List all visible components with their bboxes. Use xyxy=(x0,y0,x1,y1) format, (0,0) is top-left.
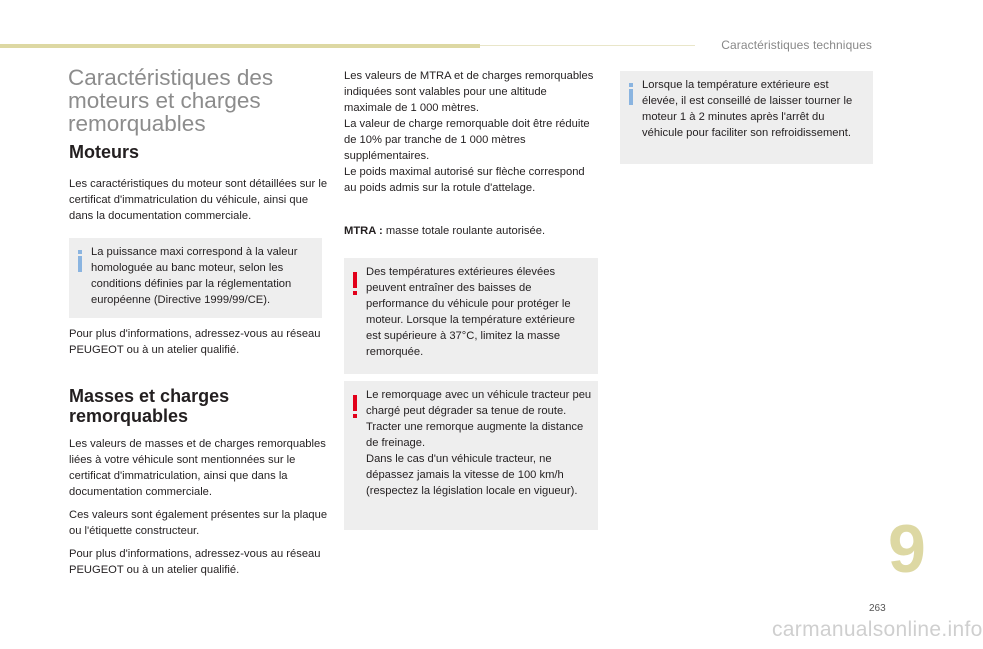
charge-reduction-paragraph: La valeur de charge remorquable doit être réduite de 10% par tranche de 1 000 mètres supplémentaires. xyxy=(344,118,590,162)
info-box-text: Lorsque la température extérieure est élevée, il est conseillé de laisser tourner le moteur 1 à 2 minutes après l'arrêt du véhicule pour faciliter son refroidissement. xyxy=(642,79,853,139)
warning-line-freinage: Tracter une remorque augmente la distance de freinage. xyxy=(366,421,584,449)
header-accent-bar xyxy=(0,44,480,48)
masses-intro-paragraph: Les valeurs de masses et de charges remorquables liées à votre véhicule sont mentionnées sur le certificat d'immatriculation, ainsi que dans la documentation commerciale. xyxy=(69,438,326,498)
masses-plaque-paragraph: Ces valeurs sont également présentes sur la plaque ou l'étiquette constructeur. xyxy=(69,509,328,537)
info-box-puissance xyxy=(69,238,322,318)
chapter-number: 9 xyxy=(888,511,926,587)
page-title: Caractéristiques des moteurs et charges remorquables xyxy=(68,65,274,136)
page-number: 263 xyxy=(869,603,886,614)
mtra-definition-text: masse totale roulante autorisée. xyxy=(382,225,546,237)
warning-line-tenue-route: Le remorquage avec un véhicule tracteur peu chargé peut dégrader sa tenue de route. xyxy=(366,389,592,417)
masses-contact-paragraph: Pour plus d'informations, adressez-vous au réseau PEUGEOT ou à un atelier qualifié. xyxy=(69,548,321,576)
info-icon xyxy=(626,83,636,105)
mtra-values-paragraph: Les valeurs de MTRA et de charges remorquables indiquées sont valables pour une altitude maximale de 1 000 mètres. xyxy=(344,70,594,114)
mtra-definition xyxy=(344,223,594,239)
moteurs-intro-paragraph: Les caractéristiques du moteur sont détaillées sur le certificat d'immatriculation du véhicule, ainsi que dans la documentation commerciale. xyxy=(69,178,328,222)
warning-box-temperature xyxy=(344,258,598,374)
header-section-title: Caractéristiques techniques xyxy=(721,38,872,52)
warning-line-vitesse: Dans le cas d'un véhicule tracteur, ne dépassez jamais la vitesse de 100 km/h (respectez la législation locale en vigueur). xyxy=(366,453,578,497)
info-icon xyxy=(75,250,85,272)
warning-box-text xyxy=(366,387,592,499)
moteurs-contact-paragraph: Pour plus d'informations, adressez-vous au réseau PEUGEOT ou à un atelier qualifié. xyxy=(69,328,321,356)
warning-box-text: Des températures extérieures élevées peuvent entraîner des baisses de performance du véhicule pour protéger le moteur. Lorsque la température extérieure est supérieure à 37°C, limitez la masse remorquée. xyxy=(366,266,575,358)
watermark: carmanualsonline.info xyxy=(772,618,983,641)
info-box-refroidissement xyxy=(620,71,873,164)
masses-heading: Masses et charges remorquables xyxy=(69,386,230,426)
exclamation-icon xyxy=(350,272,360,296)
poids-max-paragraph: Le poids maximal autorisé sur flèche correspond au poids admis sur la rotule d'attelage. xyxy=(344,166,585,194)
info-box-text: La puissance maxi correspond à la valeur homologuée au banc moteur, selon les conditions définies par la réglementation européenne (Directive 1999/99/CE). xyxy=(91,246,298,306)
mtra-term: MTRA : xyxy=(344,225,383,237)
exclamation-icon xyxy=(350,395,360,419)
header-divider-line xyxy=(480,45,695,46)
moteurs-heading: Moteurs xyxy=(69,142,140,162)
warning-box-remorquage xyxy=(344,381,598,530)
